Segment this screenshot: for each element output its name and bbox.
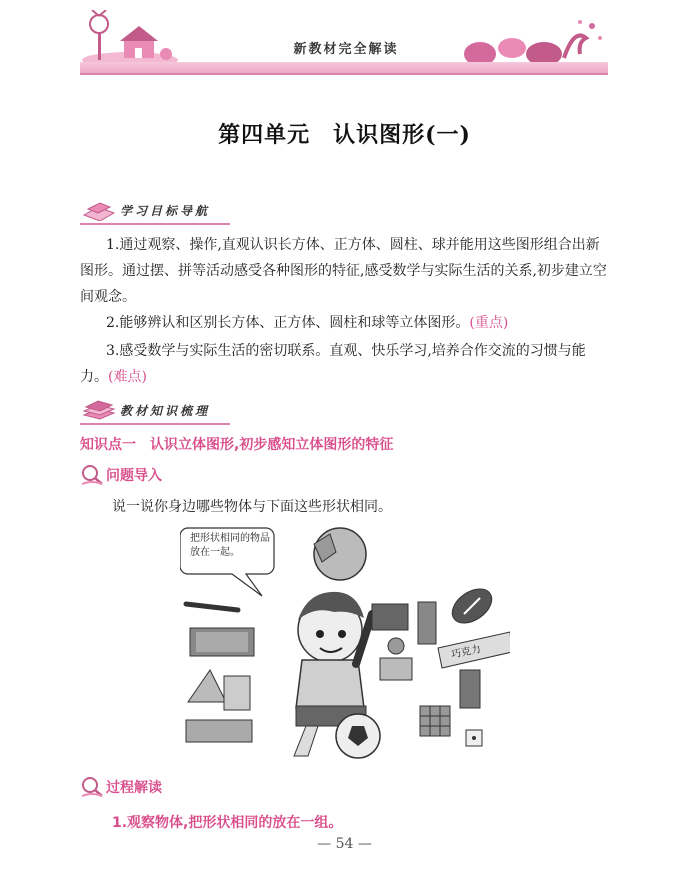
goal-item-3 — [80, 338, 610, 390]
goal-item-3-tag: (难点) — [108, 369, 147, 385]
heading-underline — [80, 423, 230, 425]
book-stack-icon — [80, 399, 118, 421]
shapes-illustration — [180, 520, 510, 766]
intro-heading-label: 问题导入 — [106, 468, 162, 484]
process-heading-label: 过程解读 — [106, 780, 162, 796]
header-divider — [80, 73, 608, 75]
magnifier-icon — [80, 776, 104, 798]
page-header — [80, 10, 608, 78]
process-subheading — [80, 776, 162, 798]
header-title: 新教材完全解读 — [293, 42, 399, 57]
goal-item-3-text: 3.感受数学与实际生活的密切联系。直观、快乐学习,培养合作交流的习惯与能力。 — [80, 343, 586, 385]
unit-title: 第四单元 认识图形(一) — [218, 122, 471, 148]
knowledge-section-heading — [80, 398, 210, 422]
goal-item-2 — [80, 310, 610, 336]
intro-subheading — [80, 464, 162, 486]
goal-item-1 — [80, 232, 610, 310]
knowledge-point-title: 知识点一 认识立体图形,初步感知立体图形的特征 — [80, 437, 394, 453]
speech-bubble-text: 把形状相同的物品放在一起。 — [190, 533, 270, 558]
page-number: — 54 — — [317, 836, 372, 852]
house-tree-decoration-icon — [80, 10, 180, 66]
magnifier-icon — [80, 464, 104, 486]
goals-heading-label: 学习目标导航 — [120, 203, 211, 218]
goal-item-1-text: 1.通过观察、操作,直观认识长方体、正方体、圆柱、球并能用这些图形组合出新图形。通过摆、拼等活动感受各种图形的特征,感受数学与实际生活的关系,初步建立空间观念。 — [80, 237, 607, 305]
intro-text: 说一说你身边哪些物体与下面这些形状相同。 — [112, 499, 392, 515]
flower-decoration-icon — [460, 18, 608, 66]
heading-underline — [80, 223, 230, 225]
header-band — [80, 62, 608, 73]
book-icon — [80, 199, 118, 221]
goal-item-2-tag: (重点) — [469, 315, 509, 331]
chocolate-label: 巧克力 — [450, 643, 482, 661]
knowledge-heading-label: 教材知识梳理 — [120, 403, 211, 418]
goals-section-heading — [80, 198, 210, 222]
step-1-text: 1.观察物体,把形状相同的放在一组。 — [112, 815, 343, 831]
goal-item-2-text: 2.能够辨认和区别长方体、正方体、圆柱和球等立体图形。 — [106, 315, 470, 331]
